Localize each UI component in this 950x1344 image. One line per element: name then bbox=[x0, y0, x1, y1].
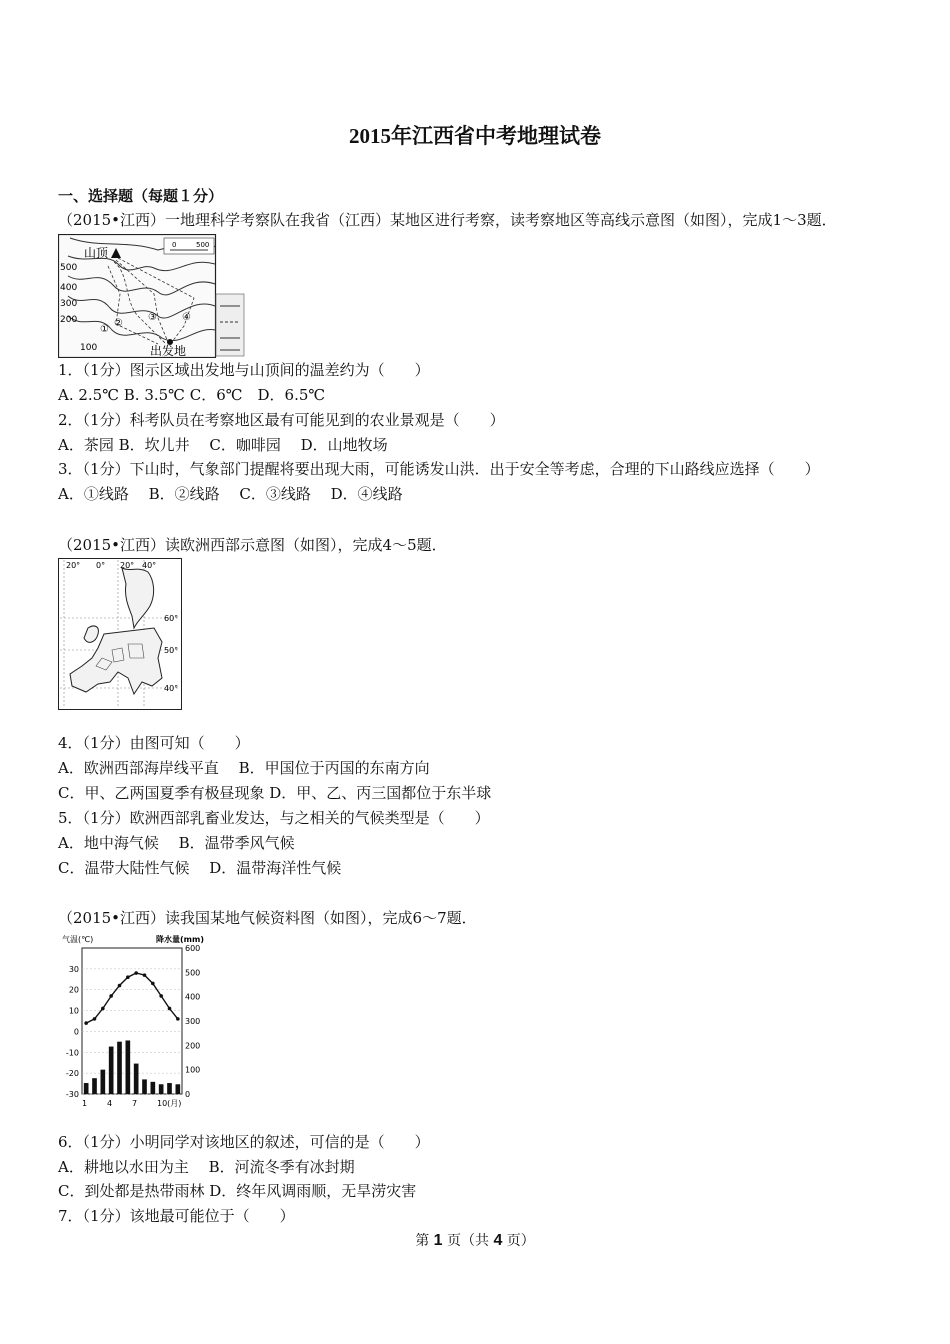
temperature-point bbox=[101, 1007, 105, 1011]
lon-label-1: 20° bbox=[66, 561, 81, 570]
route-2-label: ② bbox=[114, 318, 123, 329]
footer-middle: 页（共 bbox=[442, 1233, 494, 1249]
plot-frame bbox=[82, 948, 182, 1094]
x-tick-4: 4 bbox=[107, 1099, 113, 1108]
peak-label: 山顶 bbox=[84, 246, 109, 260]
question-1: 1．（1分）图示区域出发地与山顶间的温差约为（ ） bbox=[58, 361, 430, 379]
precipitation-bar bbox=[109, 1047, 114, 1094]
right-tick-label: 500 bbox=[185, 968, 201, 978]
right-axis-title: 降水量(mm) bbox=[156, 935, 204, 944]
footer-suffix: 页） bbox=[502, 1233, 535, 1249]
left-tick-label: 0 bbox=[73, 1027, 79, 1037]
question-2: 2．（1分）科考队员在考察地区最有可能见到的农业景观是（ ） bbox=[58, 411, 505, 429]
x-tick-10: 10(月) bbox=[157, 1099, 182, 1108]
climate-chart bbox=[58, 932, 214, 1110]
question-1-options: A. 2.5℃ B. 3.5℃ C．6℃ D．6.5℃ bbox=[58, 386, 326, 404]
precipitation-bar bbox=[117, 1042, 122, 1094]
left-tick-label: 20 bbox=[68, 985, 79, 995]
left-tick-label: 10 bbox=[68, 1006, 79, 1016]
question-4-options-cd: C．甲、乙两国夏季有极昼现象 D．甲、乙、丙三国都位于东半球 bbox=[58, 784, 492, 802]
route-1-label: ① bbox=[100, 324, 109, 335]
temperature-point bbox=[159, 994, 163, 998]
right-tick-label: 600 bbox=[185, 944, 201, 953]
question-6-options-ab: A．耕地以水田为主 B．河流冬季有冰封期 bbox=[58, 1158, 355, 1176]
temperature-point bbox=[134, 971, 138, 975]
x-tick-7: 7 bbox=[132, 1099, 138, 1108]
temperature-point bbox=[143, 973, 147, 977]
right-tick-label: 0 bbox=[185, 1090, 191, 1099]
footer-total-pages: 4 bbox=[493, 1232, 503, 1249]
lat-label-50: 50° bbox=[164, 646, 179, 655]
intro-1: （2015•江西）一地理科学考察队在我省（江西）某地区进行考察，读考察地区等高线示意图（如图），完成1～3题． bbox=[58, 211, 837, 229]
lon-label-2: 0° bbox=[96, 561, 106, 570]
question-5: 5．（1分）欧洲西部乳畜业发达，与之相关的气候类型是（ ） bbox=[58, 809, 490, 827]
temperature-point bbox=[168, 1007, 172, 1011]
contour-label-500: 500 bbox=[60, 263, 78, 273]
section-heading: 一、选择题（每题１分） bbox=[58, 187, 224, 205]
left-tick-label: 30 bbox=[68, 964, 79, 974]
temperature-point bbox=[151, 982, 155, 986]
precipitation-bar bbox=[151, 1082, 156, 1094]
temperature-point bbox=[93, 1017, 97, 1021]
legend-box bbox=[216, 294, 244, 356]
temperature-point bbox=[84, 1021, 88, 1025]
temperature-point bbox=[118, 984, 122, 988]
contour-label-400: 400 bbox=[60, 283, 78, 293]
precipitation-bar bbox=[126, 1040, 131, 1094]
left-tick-label: -10 bbox=[65, 1048, 79, 1058]
question-4: 4．（1分）由图可知（ ） bbox=[58, 734, 250, 752]
precipitation-bar bbox=[134, 1064, 139, 1094]
page-footer bbox=[0, 1230, 950, 1250]
route-4-label: ④ bbox=[182, 312, 191, 323]
x-tick-1: 1 bbox=[82, 1099, 88, 1108]
contour-label-100: 100 bbox=[80, 343, 98, 353]
temperature-point bbox=[109, 994, 113, 998]
left-tick-label: -20 bbox=[65, 1069, 79, 1079]
right-tick-label: 300 bbox=[185, 1017, 201, 1026]
question-5-options-ab: A．地中海气候 B．温带季风气候 bbox=[58, 834, 295, 852]
lon-label-3: 20° bbox=[120, 561, 135, 570]
temperature-point bbox=[176, 1017, 180, 1021]
intro-2: （2015•江西）读欧洲西部示意图（如图），完成4～5题． bbox=[58, 536, 447, 554]
intro-3: （2015•江西）读我国某地气候资料图（如图），完成6～7题． bbox=[58, 909, 477, 927]
right-tick-label: 400 bbox=[185, 992, 201, 1002]
question-6-options-cd: C．到处都是热带雨林 D．终年风调雨顺，无旱涝灾害 bbox=[58, 1182, 417, 1200]
temperature-point bbox=[126, 975, 130, 979]
page-title: 2015年江西省中考地理试卷 bbox=[349, 124, 601, 148]
europe-map bbox=[58, 558, 182, 710]
question-2-options: A．茶园 B．坎儿井 C．咖啡园 D．山地牧场 bbox=[58, 436, 388, 454]
precipitation-bar bbox=[84, 1083, 89, 1094]
question-7: 7．（1分）该地最可能位于（ ） bbox=[58, 1207, 295, 1225]
route-3-label: ③ bbox=[148, 312, 157, 323]
start-label: 出发地 bbox=[150, 344, 187, 358]
lon-label-4: 40° bbox=[142, 561, 157, 570]
right-tick-label: 100 bbox=[185, 1065, 201, 1075]
left-tick-label: -30 bbox=[65, 1090, 79, 1099]
question-3: 3．（1分）下山时，气象部门提醒将要出现大雨，可能诱发山洪．出于安全等考虑，合理的下山路线应选择（ ） bbox=[58, 460, 820, 478]
contour-label-200: 200 bbox=[60, 315, 78, 325]
precipitation-bar bbox=[92, 1078, 97, 1094]
precipitation-bar bbox=[101, 1070, 106, 1094]
precipitation-bar bbox=[176, 1084, 181, 1094]
left-axis-title: 气温(℃) bbox=[62, 935, 94, 944]
footer-page-number: 1 bbox=[433, 1232, 443, 1249]
lat-label-60: 60° bbox=[164, 614, 179, 623]
question-4-options-ab: A．欧洲西部海岸线平直 B．甲国位于丙国的东南方向 bbox=[58, 759, 430, 777]
precipitation-bar bbox=[167, 1083, 172, 1094]
right-tick-label: 200 bbox=[185, 1041, 201, 1051]
question-3-options: A．①线路 B．②线路 C．③线路 D．④线路 bbox=[58, 485, 403, 503]
lat-label-40: 40° bbox=[164, 684, 179, 693]
contour-label-300: 300 bbox=[60, 299, 78, 309]
question-6: 6．（1分）小明同学对该地区的叙述，可信的是（ ） bbox=[58, 1133, 430, 1151]
scale-label-500: 500 bbox=[196, 241, 210, 249]
contour-map bbox=[58, 234, 246, 358]
precipitation-bar bbox=[159, 1084, 164, 1094]
scale-label-0: 0 bbox=[172, 241, 177, 249]
question-5-options-cd: C．温带大陆性气候 D．温带海洋性气候 bbox=[58, 859, 342, 877]
footer-prefix: 第 bbox=[415, 1233, 434, 1249]
precipitation-bar bbox=[142, 1079, 147, 1094]
